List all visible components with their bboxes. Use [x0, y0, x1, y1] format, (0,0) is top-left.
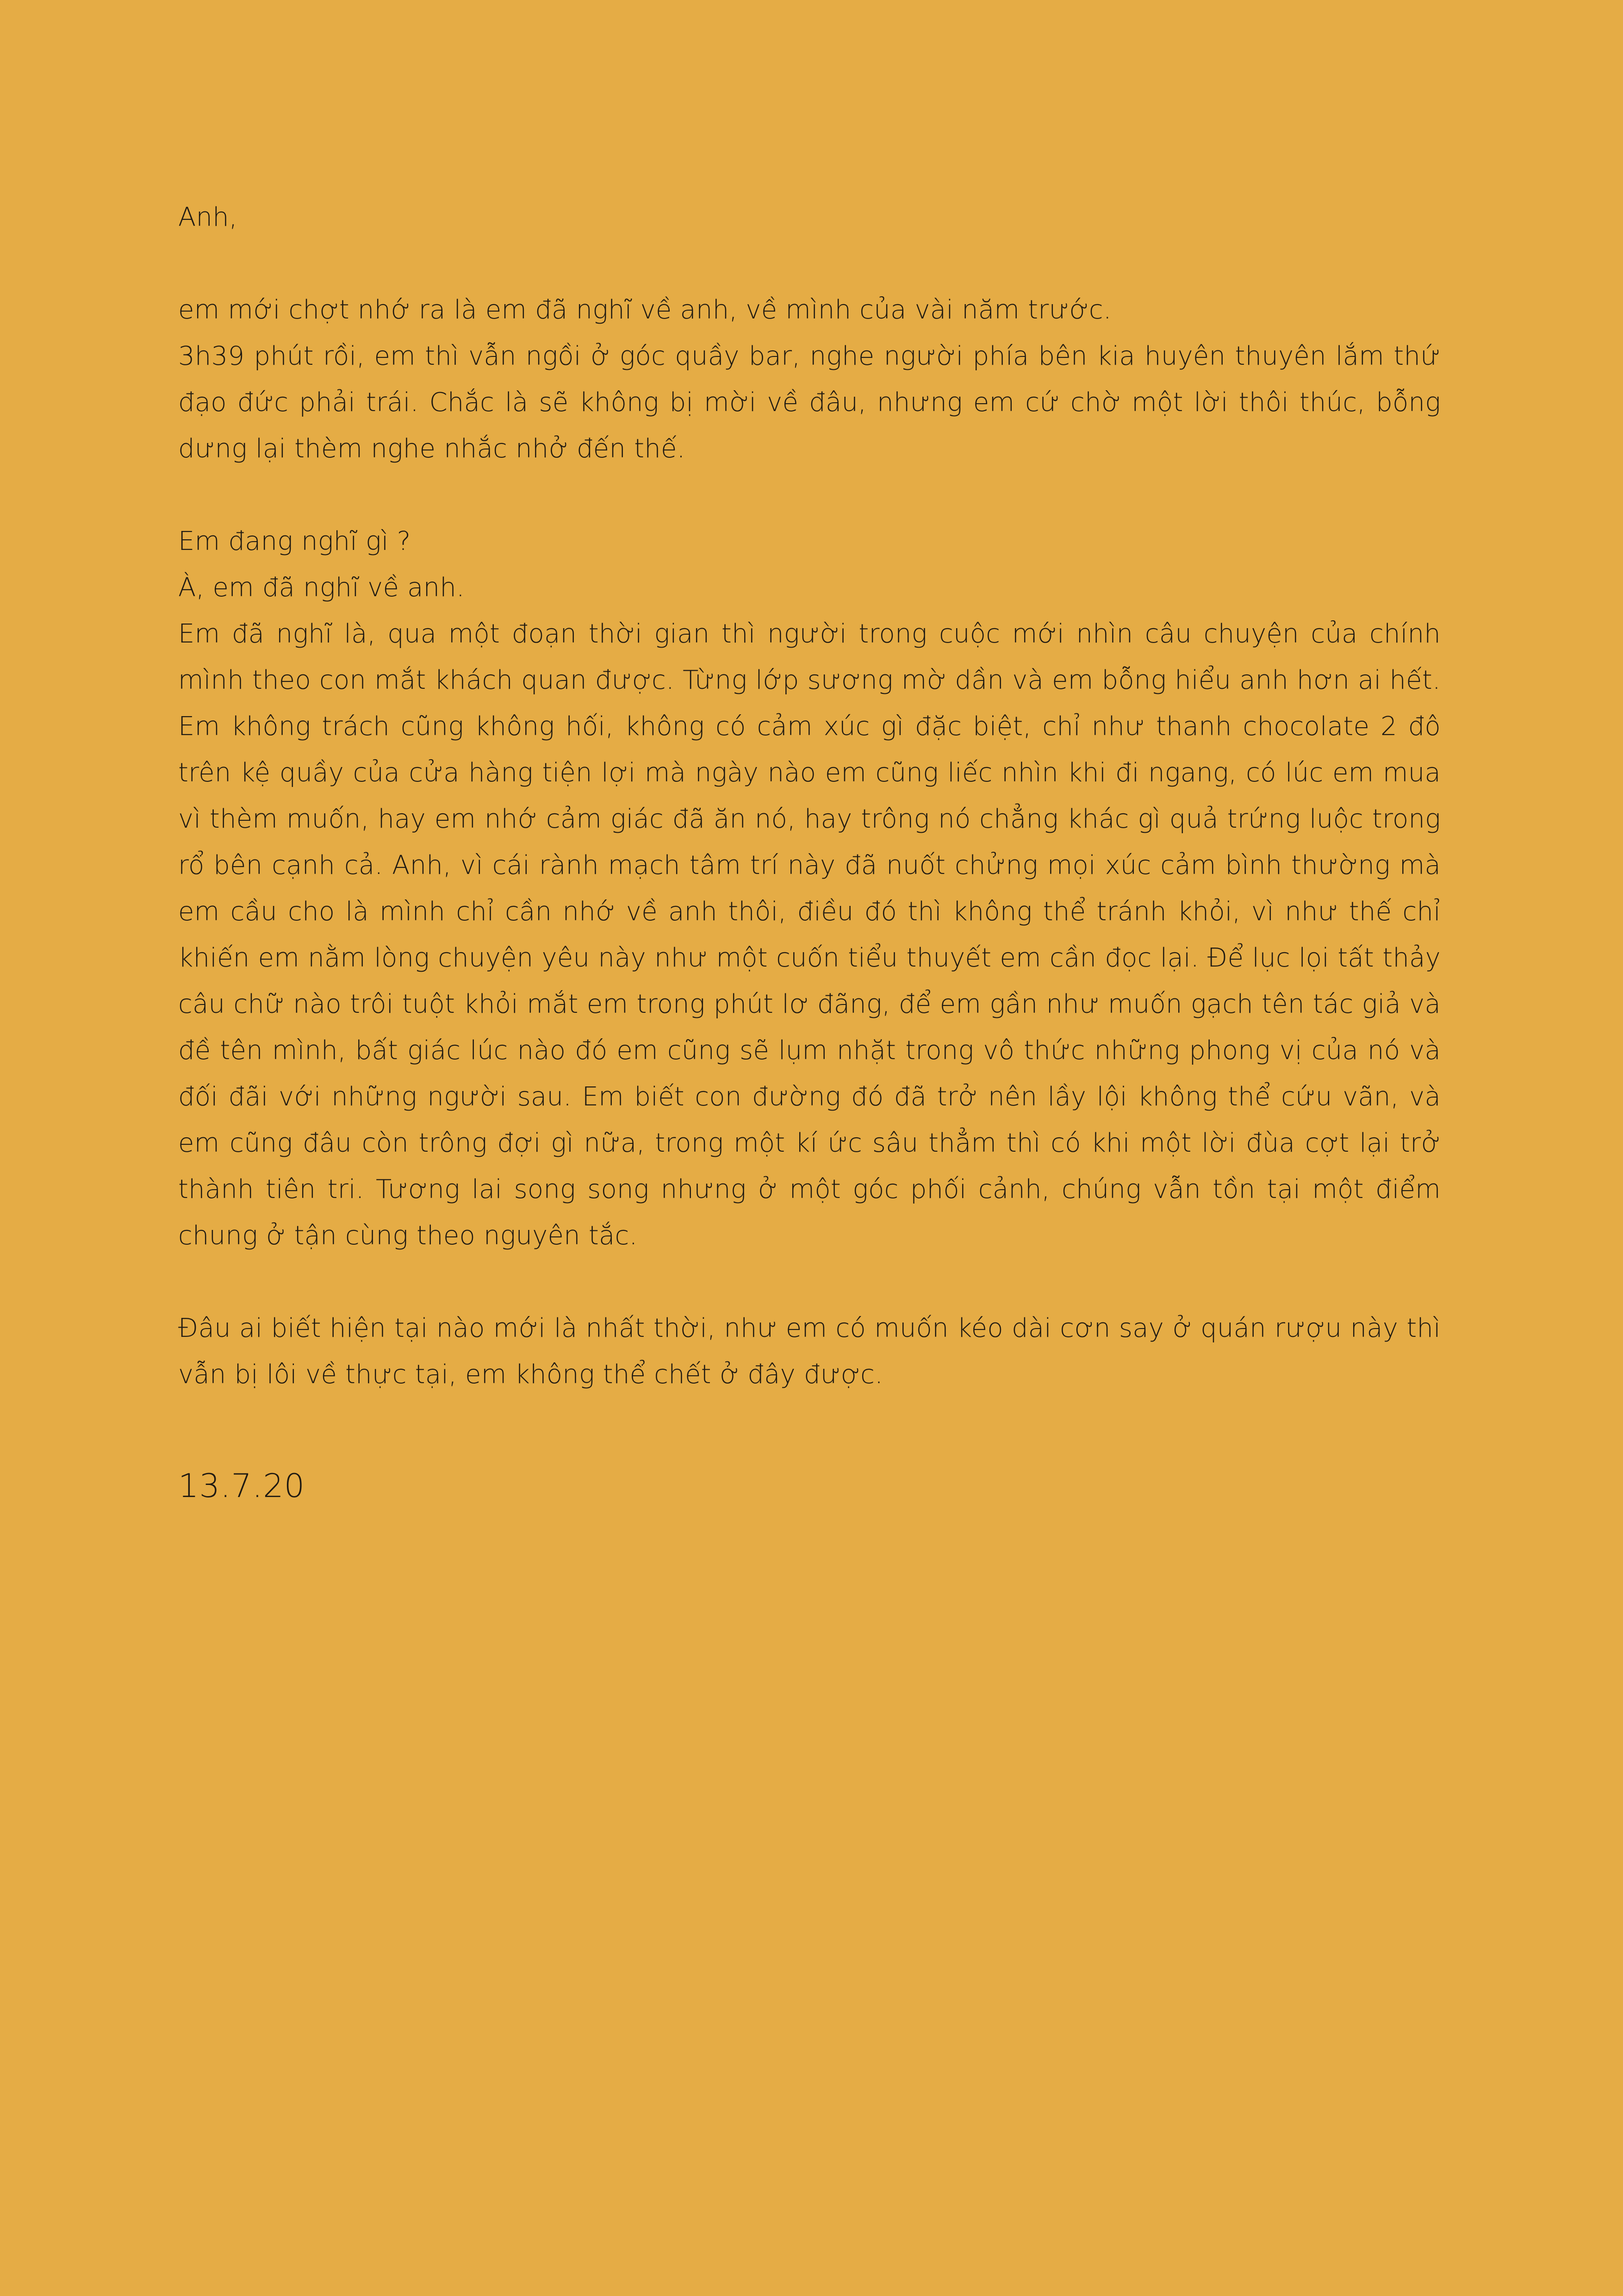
letter-paragraph: em mới chợt nhớ ra là em đã nghĩ về anh, về mình của vài năm trước. — [178, 295, 1112, 325]
paragraph-spacer — [178, 1259, 1441, 1305]
letter-paragraph: Em đang nghĩ gì ? — [178, 526, 411, 556]
letter-paragraph: Đâu ai biết hiện tại nào mới là nhất thời, như em có muốn kéo dài cơn say ở quán rượu này thì vẫn bị lôi về thực tại, em không thể chết ở đây được. — [178, 1313, 1441, 1390]
paragraph-spacer — [178, 472, 1441, 518]
letter-body — [178, 194, 1441, 1509]
paragraph-spacer — [178, 241, 1441, 287]
letter-date: 13.7.20 — [178, 1467, 305, 1505]
letter-salutation: Anh, — [178, 202, 237, 232]
letter-paragraph: Em đã nghĩ là, qua một đoạn thời gian thì người trong cuộc mới nhìn câu chuyện của chính mình theo con mắt khách quan được. Từng lớp sương mờ dần và em bỗng hiểu anh hơn ai hết. Em không trách cũng không hối, không có cảm xúc gì đặc biệt, chỉ như thanh chocolate 2 đô trên kệ quầy của cửa hàng tiện lợi mà ngày nào em cũng liếc nhìn khi đi ngang, có lúc em mua vì thèm muốn, hay em nhớ cảm giác đã ăn nó, hay trông nó chẳng khác gì quả trứng luộc trong rổ bên cạnh cả. Anh, vì cái rành mạch tâm trí này đã nuốt chửng mọi xúc cảm bình thường mà em cầu cho là mình chỉ cần nhớ về anh thôi, điều đó thì không thể tránh khỏi, vì như thế chỉ khiến em nằm lòng chuyện yêu này như một cuốn tiểu thuyết em cần đọc lại. Để lục lọi tất thảy câu chữ nào trôi tuột khỏi mắt em trong phút lơ đãng, để em gần như muốn gạch tên tác giả và đề tên mình, bất giác lúc nào đó em cũng sẽ lụm nhặt trong vô thức những phong vị của nó và đối đãi với những người sau. Em biết con đường đó đã trở nên lầy lội không thể cứu vãn, và em cũng đâu còn trông đợi gì nữa, trong một kí ức sâu thẳm thì có khi một lời đùa cợt lại trở thành tiên tri. Tương lai song song nhưng ở một góc phối cảnh, chúng vẫn tồn tại một điểm chung ở tận cùng theo nguyên tắc. — [178, 619, 1441, 1251]
letter-paragraph: 3h39 phút rồi, em thì vẫn ngồi ở góc quầy bar, nghe người phía bên kia huyên thuyên lắm thứ đạo đức phải trái. Chắc là sẽ không bị mời về đâu, nhưng em cứ chờ một lời thôi thúc, bỗng dưng lại thèm nghe nhắc nhở đến thế. — [178, 341, 1441, 464]
letter-paragraph: À, em đã nghĩ về anh. — [178, 573, 465, 603]
